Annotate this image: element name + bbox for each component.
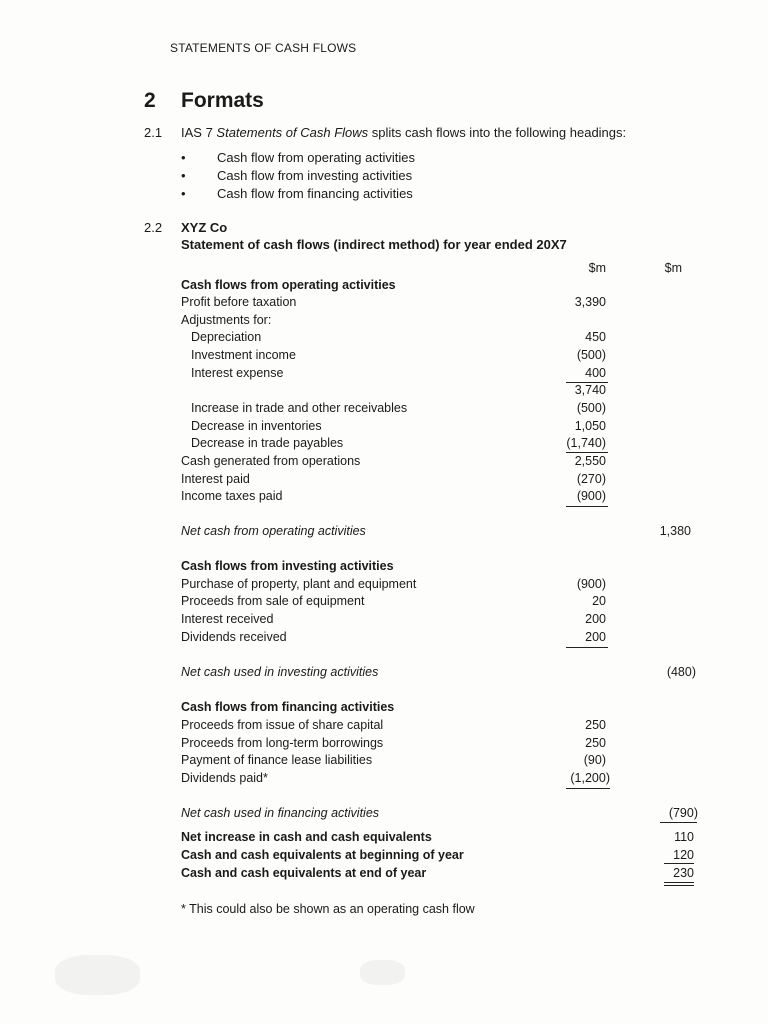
column-head-1: $m [588, 261, 606, 275]
double-rule [664, 885, 694, 886]
net-investing-value: (480) [666, 665, 696, 679]
scan-smudge [360, 960, 405, 985]
cash-end-value: 230 [673, 866, 694, 880]
net-investing-label: Net cash used in investing activities [181, 665, 379, 679]
row-label: Cash generated from operations [181, 454, 361, 468]
paragraph-number: 2.1 [144, 125, 163, 140]
statement-title: Statement of cash flows (indirect method) for year ended 20X7 [181, 237, 567, 252]
row-label: Depreciation [191, 330, 262, 344]
investing-heading: Cash flows from investing activities [181, 559, 394, 573]
row-value: (270) [576, 472, 606, 486]
row-value: 250 [585, 736, 606, 750]
total-rule [566, 506, 608, 507]
total-rule [566, 788, 610, 789]
bullet-item: • Cash flow from operating activities [181, 150, 415, 165]
cash-end-label: Cash and cash equivalents at end of year [181, 866, 427, 880]
row-label: Increase in trade and other receivables [191, 401, 408, 415]
net-operating-label: Net cash from operating activities [181, 524, 366, 538]
paragraph-2-1 [181, 125, 626, 140]
row-value: (900) [576, 577, 606, 591]
section-number: 2 [144, 89, 156, 112]
row-value: 250 [585, 718, 606, 732]
financing-heading: Cash flows from financing activities [181, 700, 395, 714]
row-value: 1,050 [574, 419, 606, 433]
standard-title: Statements of Cash Flows [216, 125, 369, 140]
row-label: Interest paid [181, 472, 250, 486]
net-increase-value: 110 [674, 830, 694, 844]
row-value: (1,740) [566, 436, 606, 450]
row-label: Dividends paid* [181, 771, 268, 785]
row-value: 400 [585, 366, 606, 380]
row-label: Decrease in trade payables [191, 436, 344, 450]
row-value: 3,390 [574, 295, 606, 309]
row-label: Proceeds from long-term borrowings [181, 736, 384, 750]
row-label: Adjustments for: [181, 313, 272, 327]
row-value: 20 [592, 594, 606, 608]
double-rule [664, 882, 694, 883]
row-value: 2,550 [574, 454, 606, 468]
net-financing-value: (790) [668, 806, 698, 820]
row-label: Investment income [191, 348, 296, 362]
row-label: Proceeds from issue of share capital [181, 718, 384, 732]
company-name: XYZ Co [181, 220, 228, 235]
bullet-item: • Cash flow from financing activities [181, 186, 413, 201]
row-label: Dividends received [181, 630, 287, 644]
net-financing-label: Net cash used in financing activities [181, 806, 380, 820]
bullet-item: • Cash flow from investing activities [181, 168, 413, 183]
row-value: (500) [576, 401, 606, 415]
subtotal-rule [566, 452, 608, 453]
column-head-2: $m [664, 261, 682, 275]
row-label: Profit before taxation [181, 295, 297, 309]
cash-begin-value: 120 [673, 848, 694, 862]
total-rule [566, 647, 608, 648]
row-value: (90) [583, 753, 606, 767]
row-value: (900) [576, 489, 606, 503]
scan-smudge [55, 955, 140, 995]
row-label: Purchase of property, plant and equipment [181, 577, 417, 591]
row-label: Interest expense [191, 366, 284, 380]
paragraph-lead: IAS 7 [181, 125, 217, 140]
row-value: 3,740 [574, 383, 606, 397]
row-value: (1,200) [570, 771, 610, 785]
row-label: Proceeds from sale of equipment [181, 594, 365, 608]
total-rule [664, 863, 694, 864]
section-title: Formats [181, 89, 264, 112]
row-value: (500) [576, 348, 606, 362]
operating-heading: Cash flows from operating activities [181, 278, 396, 292]
net-increase-label: Net increase in cash and cash equivalents [181, 830, 432, 844]
paragraph-number: 2.2 [144, 220, 163, 235]
row-label: Decrease in inventories [191, 419, 322, 433]
paragraph-rest: splits cash flows into the following headings: [368, 125, 627, 140]
row-label: Payment of finance lease liabilities [181, 753, 373, 767]
row-label: Interest received [181, 612, 274, 626]
cash-begin-label: Cash and cash equivalents at beginning of year [181, 848, 464, 862]
running-header: STATEMENTS OF CASH FLOWS [170, 41, 357, 55]
row-value: 450 [585, 330, 606, 344]
total-rule [660, 822, 697, 823]
footnote: * This could also be shown as an operating cash flow [181, 902, 475, 916]
row-value: 200 [585, 630, 606, 644]
net-operating-value: 1,380 [659, 524, 691, 538]
row-label: Income taxes paid [181, 489, 283, 503]
row-value: 200 [585, 612, 606, 626]
